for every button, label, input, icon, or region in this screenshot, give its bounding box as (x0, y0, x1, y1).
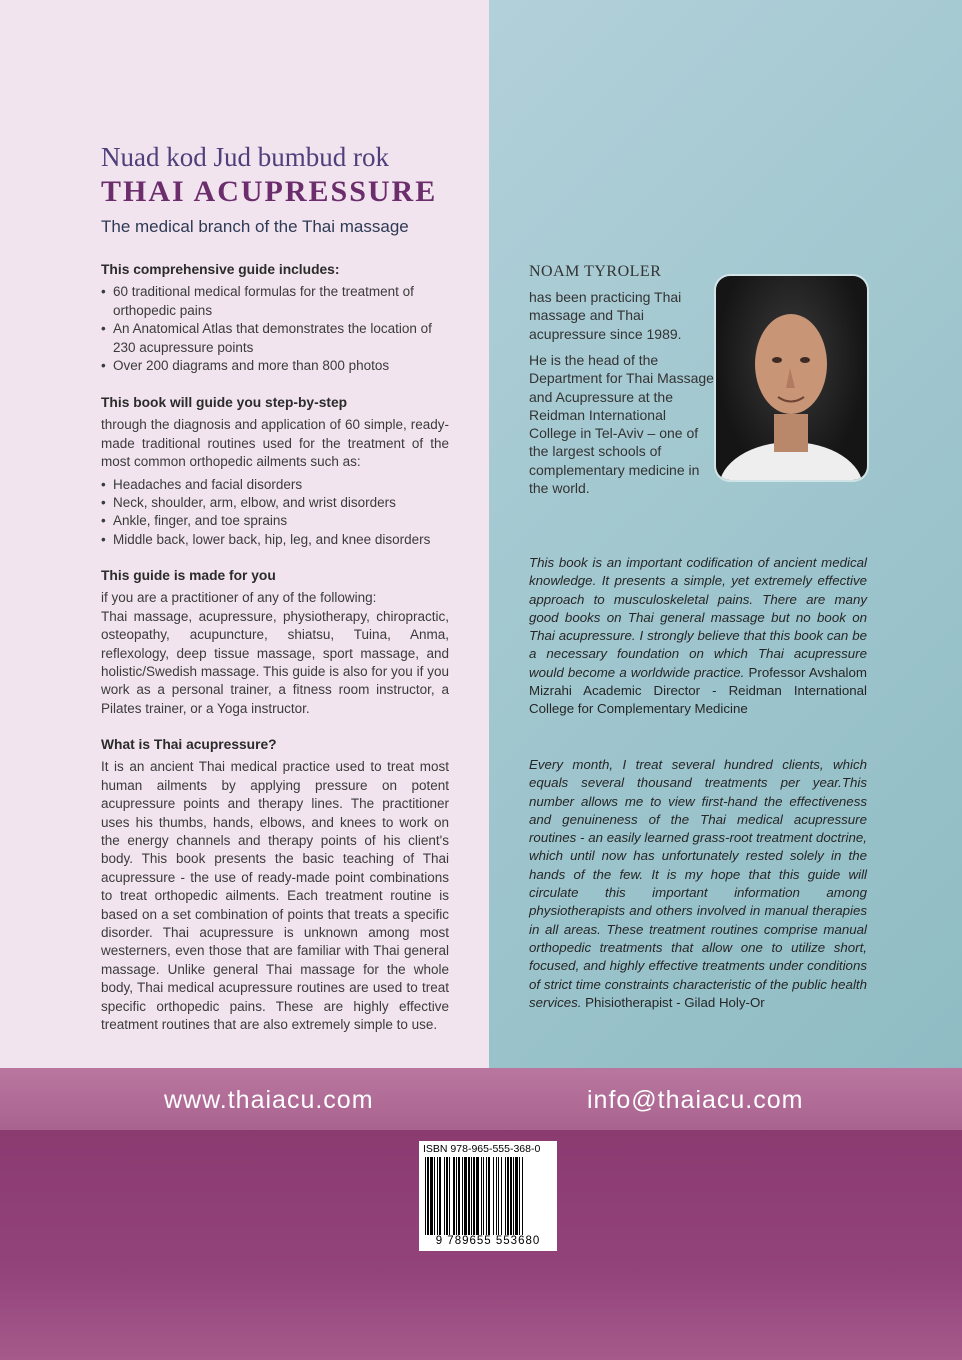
author-portrait-icon (716, 276, 867, 480)
includes-heading: This comprehensive guide includes: (101, 262, 340, 277)
list-item: • Neck, shoulder, arm, elbow, and wrist disorders (101, 494, 449, 512)
what-heading: What is Thai acupressure? (101, 737, 277, 752)
list-item: • Middle back, lower back, hip, leg, and knee disorders (101, 531, 449, 549)
list-item: • 60 traditional medical formulas for the treatment of orthopedic pains (101, 283, 449, 320)
list-item: • Headaches and facial disorders (101, 476, 449, 494)
audience-intro: if you are a practitioner of any of the following: (101, 590, 377, 606)
email-link[interactable]: info@thaiacu.com (587, 1086, 804, 1114)
guide-heading: This book will guide you step-by-step (101, 395, 348, 410)
quote-attribution: Professor Avshalom Mizrahi Academic Director - Reidman International College for Complementary Medicine (529, 664, 867, 717)
audience-section (101, 567, 449, 718)
author-bio-1: has been practicing Thai massage and Thai acupressure since 1989. (529, 289, 682, 342)
quote-mizrahi (529, 554, 867, 719)
quote-text: This book is an important codification of ancient medical knowledge. It presents a simple, yet extremely effective approach to musculoskeletal pains. There are many good books on Thai general massage but no book on Thai acupressure. I strongly believe that this book can be a necessary foundation on which Thai acupressure would become a worldwide practice. (529, 555, 867, 680)
isbn-label: ISBN 978-965-555-368-0 (423, 1143, 541, 1155)
what-text: It is an ancient Thai medical practice used to treat most human ailments by applying pressure on potent acupressure points and therapy lines. The practitioner uses his thumbs, hands, elbows, and knees to work on the energy channels and therapy points of his client's body. This book presents the basic teaching of Thai acupressure - the use of ready-made point combinations to treat orthopedic ailments. Each treatment routine is based on a set combination of points that treats a specific disorder. Thai acupressure is unknown among most westerners, even those that are familiar with Thai general massage. Unlike general Thai massage for the whole body, Thai medical acupressure routines are used to treat specific orthopedic pains. These are highly effective treatment routines that are also extremely simple to use. (101, 759, 449, 1033)
author-bio-2: He is the head of the Department for Thai Massage and Acupressure at the Reidman International College in Tel-Aviv – one of the largest schools of complementary medicine in the world. (529, 352, 714, 497)
guide-section (101, 394, 449, 549)
includes-section (101, 261, 449, 375)
author-name: NOAM TYROLER (529, 263, 662, 280)
guide-text: through the diagnosis and application of 60 simple, ready-made traditional routines used for the treatment of the most common orthopedic ailments such as: (101, 417, 449, 470)
author-photo (716, 276, 867, 480)
audience-text: Thai massage, acupressure, physiotherapy, chiropractic, osteopathy, acupuncture, shiatsu, Tuina, Anma, reflexology, deep tissue massage, sport massage, and holistic/Swedish massage. This guide is also for you if you work as a personal trainer, a fitness room instructor, a Pilates trainer, or a Yoga instructor. (101, 608, 449, 716)
quote-holy-or (529, 756, 867, 1012)
isbn-barcode (419, 1141, 557, 1251)
book-tagline: The medical branch of the Thai massage (101, 217, 409, 236)
guide-list (101, 476, 449, 550)
website-link[interactable]: www.thaiacu.com (164, 1086, 374, 1114)
barcode-bars-icon (425, 1157, 551, 1237)
ean-number: 9 789655 553680 (435, 1235, 541, 1247)
list-item: • Over 200 diagrams and more than 800 photos (101, 357, 449, 375)
list-item: • Ankle, finger, and toe sprains (101, 512, 449, 530)
includes-list (101, 283, 449, 375)
contact-band (0, 1068, 962, 1130)
thai-name-title: Nuad kod Jud bumbud rok (101, 142, 389, 172)
list-item: • An Anatomical Atlas that demonstrates the location of 230 acupressure points (101, 320, 449, 357)
audience-heading: This guide is made for you (101, 568, 276, 583)
what-section (101, 736, 449, 1035)
book-title: THAI ACUPRESSURE (101, 175, 438, 208)
quote-text: Every month, I treat several hundred clients, which equals several thousand treatments per year.This number allows me to view first-hand the effectiveness and genuineness of the Thai medical acupressure routines - an easily learned grass-root treatment doctrine, which until now has unfortunately rested solely in the hands of the few. It is my hope that this guide will circulate this important information among physiotherapists and others involved in manual therapies in all areas. These treatment routines comprise manual orthopedic treatments that allow one to utilize short, focused, and highly effective treatments under conditions of strict time constraints characteristic of the public health services. (529, 757, 867, 1010)
quote-attribution: Phisiotherapist - Gilad Holy-Or (585, 994, 765, 1010)
